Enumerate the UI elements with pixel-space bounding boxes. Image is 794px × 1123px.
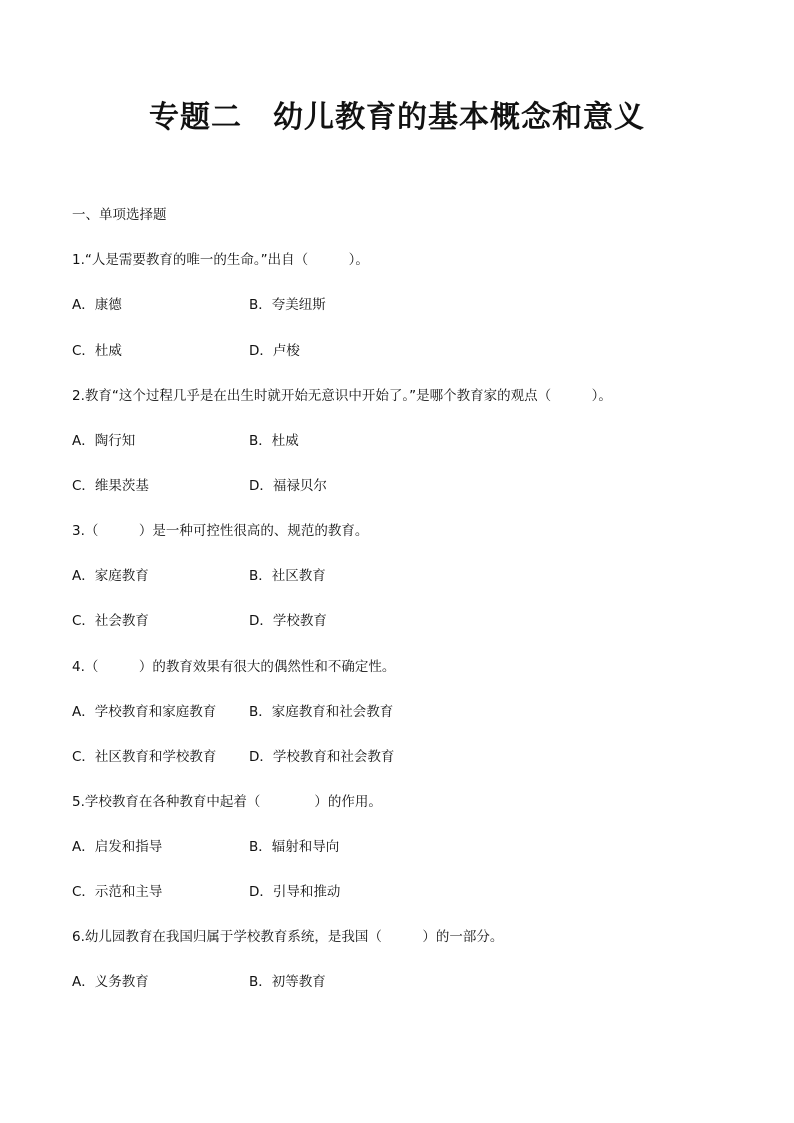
question-6-option-a: A．义务教育 <box>72 974 149 990</box>
question-1-option-b: B．夸美纽斯 <box>249 297 326 313</box>
question-3-option-a: A．家庭教育 <box>72 568 149 584</box>
question-2-option-b: B．杜威 <box>249 433 299 449</box>
page-title: 专题二 幼儿教育的基本概念和意义 <box>149 100 645 135</box>
question-4-option-b: B．家庭教育和社会教育 <box>249 704 394 720</box>
question-4-option-c: C．社区教育和学校教育 <box>72 749 217 765</box>
question-1-option-a: A．康德 <box>72 297 122 313</box>
question-4-option-d: D．学校教育和社会教育 <box>249 749 395 765</box>
question-4-option-a: A．学校教育和家庭教育 <box>72 704 217 720</box>
question-5-option-d: D．引导和推动 <box>249 884 341 900</box>
question-5-stem: 5.学校教育在各种教育中起着（ ）的作用。 <box>72 794 382 810</box>
question-3-option-b: B．社区教育 <box>249 568 326 584</box>
question-1-stem: 1.“人是需要教育的唯一的生命。”出自（ ）。 <box>72 252 369 268</box>
question-6-option-b: B．初等教育 <box>249 974 326 990</box>
question-6-stem: 6.幼儿园教育在我国归属于学校教育系统，是我国（ ）的一部分。 <box>72 929 504 945</box>
question-5-option-c: C．示范和主导 <box>72 884 163 900</box>
question-3-option-d: D．学校教育 <box>249 613 327 629</box>
question-1-option-d: D．卢梭 <box>249 343 300 359</box>
question-2-stem: 2.教育“这个过程几乎是在出生时就开始无意识中开始了。”是哪个教育家的观点（ ）。 <box>72 388 612 404</box>
question-3-option-c: C．社会教育 <box>72 613 149 629</box>
question-2-option-a: A．陶行知 <box>72 433 136 449</box>
question-1-option-c: C．杜威 <box>72 343 122 359</box>
question-3-stem: 3.（ ）是一种可控性很高的、规范的教育。 <box>72 523 369 539</box>
section-heading: 一、单项选择题 <box>72 207 167 223</box>
question-4-stem: 4.（ ）的教育效果有很大的偶然性和不确定性。 <box>72 659 396 675</box>
question-2-option-c: C．维果茨基 <box>72 478 149 494</box>
question-5-option-b: B．辐射和导向 <box>249 839 340 855</box>
question-2-option-d: D．福禄贝尔 <box>249 478 327 494</box>
question-5-option-a: A．启发和指导 <box>72 839 163 855</box>
